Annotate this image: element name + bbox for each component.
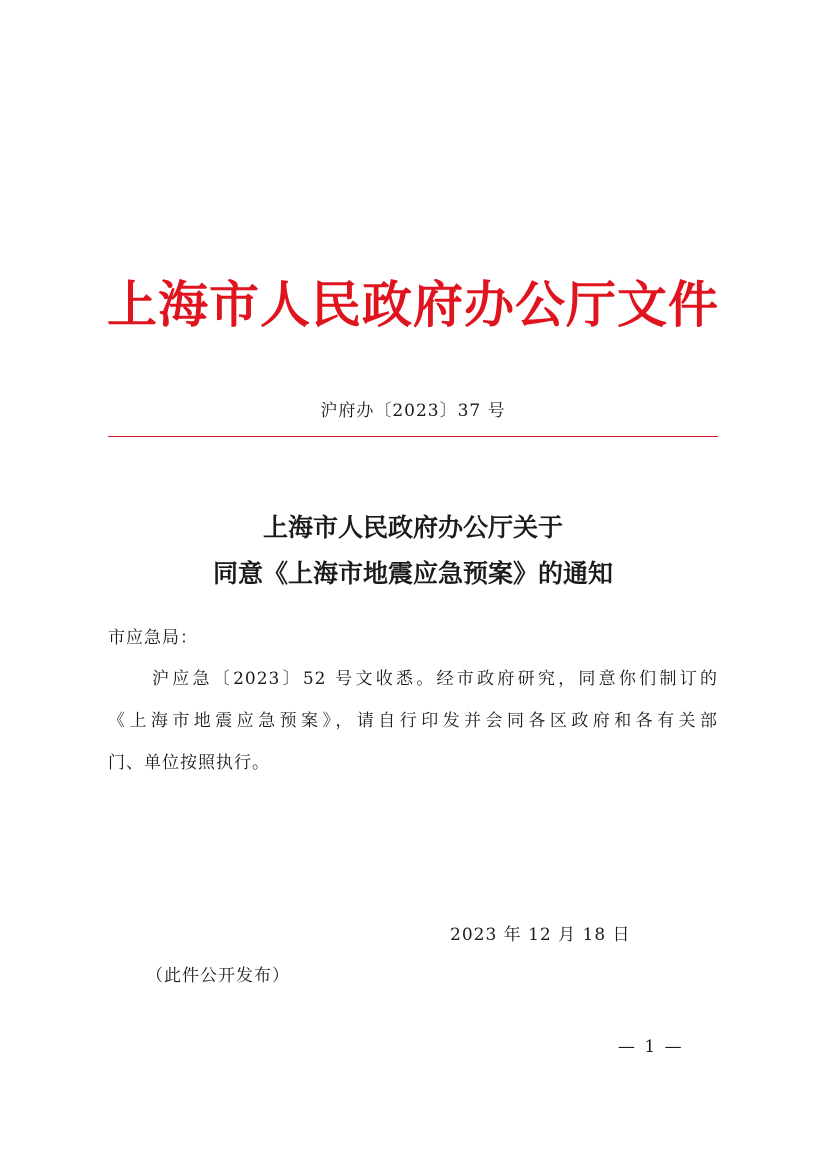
public-release-note: （此件公开发布） bbox=[146, 966, 290, 986]
document-number: 沪府办〔2023〕37 号 bbox=[320, 401, 506, 421]
issue-date: 2023 年 12 月 18 日 bbox=[450, 925, 631, 945]
paragraph-line-2: 《上海市地震应急预案》，请自行印发并会同各区政府和各有关部 bbox=[108, 711, 718, 731]
paragraph-line-3: 门、单位按照执行。 bbox=[108, 753, 270, 773]
notice-title-line-1: 上海市人民政府办公厅关于 bbox=[262, 513, 563, 542]
notice-title-line-2: 同意《上海市地震应急预案》的通知 bbox=[212, 559, 613, 588]
notice-title bbox=[0, 505, 826, 597]
issuer-header-title: 上海市人民政府办公厅文件 bbox=[107, 275, 719, 334]
red-divider-line bbox=[108, 436, 718, 437]
addressee: 市应急局： bbox=[108, 628, 198, 648]
page-number: — 1 — bbox=[618, 1037, 684, 1057]
paragraph-line-1: 沪应急〔2023〕52 号文收悉。经市政府研究，同意你们制订的 bbox=[152, 669, 718, 689]
